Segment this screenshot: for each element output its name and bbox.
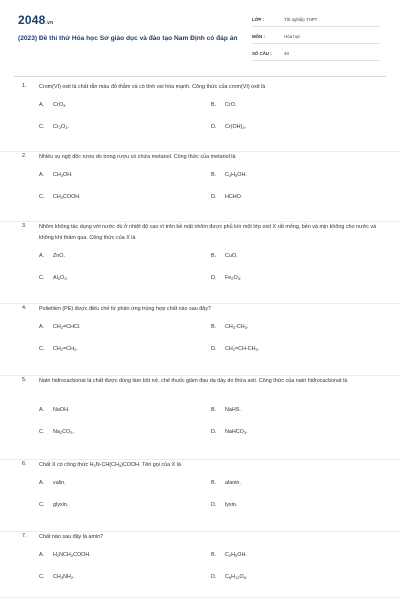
question-text: Natri hiđrocacbonat là chất được dùng làm bột nở, chế thuốc giảm đau dạ dày do thừa axit. Công thức của natri hiđrocacbonat là — [39, 378, 348, 384]
option-text: $Fe_2O_3$. — [225, 275, 242, 281]
meta-row-lop — [252, 14, 380, 27]
site-logo[interactable] — [18, 13, 53, 27]
option-text: NaHS. — [225, 407, 241, 413]
meta-mon-label: MÔN : — [252, 34, 265, 39]
option-letter: C. — [39, 194, 45, 200]
option-letter: B. — [211, 480, 217, 486]
option-letter: B. — [211, 253, 217, 259]
option-letter: B. — [211, 324, 217, 330]
option-letter: D. — [211, 194, 217, 200]
option-a[interactable] — [39, 102, 67, 108]
option-text: $H_2NCH_2COOH$. — [53, 552, 91, 558]
option-text: $CH_3OH$. — [53, 172, 73, 178]
option-letter: D. — [211, 502, 217, 508]
question-list — [0, 82, 400, 598]
question-number: 4. — [22, 305, 27, 311]
exam-title: (2023) Đề thi thử Hóa học Sở giáo dục và đào tạo Nam Định có đáp án — [18, 35, 238, 42]
option-b[interactable] — [211, 102, 236, 108]
option-letter: A. — [39, 172, 45, 178]
option-b[interactable] — [211, 480, 241, 486]
option-text: $CH_3COOH$. — [53, 194, 81, 200]
exam-header — [0, 0, 400, 72]
option-text: $C_6H_{12}O_6$. — [225, 574, 248, 580]
meta-lop-label: LỚP : — [252, 17, 264, 22]
question-text: Polietilen (PE) được điều chế từ phản ứng trùng hợp chất nào sau đây? — [39, 306, 211, 312]
option-letter: A. — [39, 102, 45, 108]
option-letter: A. — [39, 480, 45, 486]
option-a[interactable] — [39, 552, 91, 558]
meta-row-mon — [252, 31, 380, 44]
option-text: glyxin. — [53, 502, 69, 508]
option-b[interactable] — [211, 407, 241, 413]
option-text: $Cr(OH)_3$. — [225, 124, 247, 130]
option-letter: B. — [211, 172, 217, 178]
option-c[interactable] — [39, 502, 68, 508]
option-text: $CH_2=CH-CH_3$. — [225, 346, 260, 352]
question-7 — [0, 532, 400, 598]
option-letter: B. — [211, 407, 217, 413]
option-c[interactable] — [39, 574, 75, 580]
option-letter: D. — [211, 124, 217, 130]
option-a[interactable] — [39, 480, 66, 486]
option-letter: C. — [39, 275, 45, 281]
question-number: 2. — [22, 153, 27, 159]
question-text: Nhôm không tác dụng với nước dù ở nhiệt độ cao vì trên bề mặt nhôm được phủ kín một lớp oxit X rất mỏng, bền và mịn không cho nước và không khí thấm qua. Công thức của X là — [39, 224, 377, 241]
option-letter: C. — [39, 429, 45, 435]
option-a[interactable] — [39, 324, 81, 330]
option-c[interactable] — [39, 429, 74, 435]
option-text: NaHCO$_3$. — [225, 429, 248, 435]
option-d[interactable] — [211, 429, 248, 435]
header-divider — [14, 76, 386, 77]
question-text: Chất X có công thức $H_2N-CH(CH_3)COOH$. Tên gọi của X là — [39, 462, 181, 468]
option-letter: A. — [39, 407, 45, 413]
meta-socau-label: SỐ CÂU : — [252, 51, 272, 56]
option-d[interactable] — [211, 346, 259, 352]
option-c[interactable] — [39, 346, 78, 352]
option-b[interactable] — [211, 324, 248, 330]
option-letter: D. — [211, 429, 217, 435]
question-3 — [0, 222, 400, 304]
question-number: 3. — [22, 223, 27, 229]
option-d[interactable] — [211, 502, 237, 508]
option-text: HCHO. — [225, 194, 243, 200]
option-d[interactable] — [211, 574, 247, 580]
option-text: $Cr_2O_3$. — [53, 124, 69, 130]
question-4 — [0, 304, 400, 376]
exam-meta — [252, 14, 380, 65]
question-text: Nhiều vụ ngộ độc rượu do trong rượu có chứa metanol. Công thức của metanol là — [39, 154, 236, 160]
option-text: NaOH. — [53, 407, 70, 413]
meta-lop-value: Tốt nghiệp THPT — [284, 17, 318, 22]
option-d[interactable] — [211, 124, 246, 130]
option-text: ZnO. — [53, 253, 65, 259]
meta-row-socau — [252, 48, 380, 61]
option-a[interactable] — [39, 172, 73, 178]
option-text: $CH_2=CH_2$. — [53, 346, 78, 352]
option-a[interactable] — [39, 407, 69, 413]
option-letter: B. — [211, 552, 217, 558]
option-text: $CH_2=CHCl$. — [53, 324, 81, 330]
option-letter: A. — [39, 253, 45, 259]
option-b[interactable] — [211, 172, 247, 178]
option-letter: C. — [39, 124, 45, 130]
option-text: $Al_2O_3$. — [53, 275, 68, 281]
question-6 — [0, 460, 400, 532]
option-text: valin. — [53, 480, 66, 486]
option-text: $Na_2CO_3$. — [53, 429, 74, 435]
option-c[interactable] — [39, 194, 81, 200]
option-text: $CH_3-CH_3$. — [225, 324, 249, 330]
question-text: Crom(VI) oxit là chất rắn màu đỏ thẫm và có tính oxi hóa mạnh. Công thức của crom(VI) oxit là — [39, 84, 266, 90]
question-2 — [0, 152, 400, 222]
option-d[interactable] — [211, 194, 242, 200]
question-number: 5. — [22, 377, 27, 383]
question-text: Chất nào sau đây là amin? — [39, 534, 104, 540]
logo-main: 2048 — [18, 13, 46, 27]
option-letter: C. — [39, 574, 45, 580]
option-c[interactable] — [39, 275, 68, 281]
option-letter: D. — [211, 346, 217, 352]
option-b[interactable] — [211, 253, 238, 259]
option-letter: A. — [39, 552, 45, 558]
option-text: CrO$_3$. — [53, 102, 67, 108]
logo-suffix: .vn — [45, 20, 54, 26]
question-number: 7. — [22, 533, 27, 539]
question-5 — [0, 376, 400, 460]
option-letter: C. — [39, 346, 45, 352]
option-text: alanin. — [225, 480, 241, 486]
option-letter: A. — [39, 324, 45, 330]
option-text: $CH_3NH_2$. — [53, 574, 75, 580]
option-letter: D. — [211, 574, 217, 580]
option-text: CuO. — [225, 253, 238, 259]
option-text: CrO. — [225, 102, 237, 108]
option-b[interactable] — [211, 552, 247, 558]
option-letter: C. — [39, 502, 45, 508]
option-d[interactable] — [211, 275, 241, 281]
option-a[interactable] — [39, 253, 65, 259]
option-text: $C_2H_5OH$. — [225, 172, 247, 178]
meta-mon-value: Hóa học — [284, 34, 301, 39]
option-text: $C_2H_5OH$. — [225, 552, 247, 558]
meta-socau-value: 40 — [284, 51, 289, 56]
option-text: lysin. — [225, 502, 238, 508]
question-number: 1. — [22, 83, 27, 89]
option-letter: D. — [211, 275, 217, 281]
question-1 — [0, 82, 400, 152]
option-c[interactable] — [39, 124, 69, 130]
option-letter: B. — [211, 102, 217, 108]
question-number: 6. — [22, 461, 27, 467]
